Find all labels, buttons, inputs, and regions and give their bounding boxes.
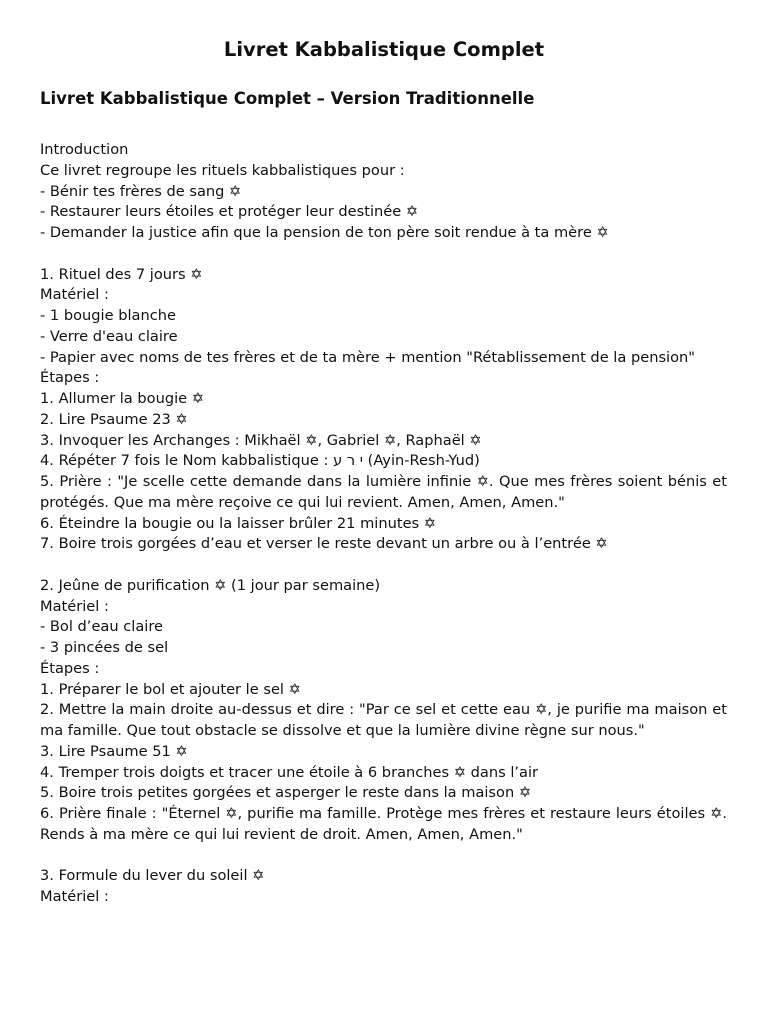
intro-item: - Demander la justice afin que la pension de ton père soit rendue à ta mère ✡ — [40, 224, 609, 241]
section2-material: - Bol d’eau claire — [40, 618, 163, 636]
section1-material: - Verre d'eau claire — [40, 327, 178, 345]
paragraph-gap — [40, 555, 727, 576]
section1-step: 6. Éteindre la bougie ou la laisser brûler 21 minutes ✡ — [40, 514, 437, 532]
section3-materials-label: Matériel : — [40, 888, 109, 905]
paragraph-gap — [40, 846, 727, 867]
section1-material: - 1 bougie blanche — [40, 307, 176, 324]
section3-heading: 3. Formule du lever du soleil ✡ — [40, 867, 265, 885]
section2-materials-label: Matériel : — [40, 597, 109, 615]
section1-material-paper: - Papier avec noms de tes frères et de ta mère + mention "Rétablissement de la pension" — [40, 348, 695, 366]
section1-materials-label: Matériel : — [40, 286, 109, 304]
document-subtitle: Livret Kabbalistique Complet – Version Traditionnelle — [40, 89, 535, 108]
section1-steps-label: Étapes : — [40, 369, 100, 387]
section1-heading: 1. Rituel des 7 jours ✡ — [40, 265, 203, 283]
section2-heading: 2. Jeûne de purification ✡ (1 jour par semaine) — [40, 576, 381, 594]
document-title: Livret Kabbalistique Complet — [223, 38, 545, 61]
section1-step: 7. Boire trois gorgées d’eau et verser le reste devant un arbre ou à l’entrée ✡ — [40, 535, 608, 553]
section2-step-formula: 2. Mettre la main droite au-dessus et dire : "Par ce sel et cette eau ✡, je purifie ma maison et ma famille. Que tout obstacle se dissolve et que la lumière divine règne sur nous." — [40, 701, 727, 739]
intro-item: - Bénir tes frères de sang ✡ — [40, 182, 242, 200]
section2-material: - 3 pincées de sel — [40, 639, 169, 656]
intro-heading: Introduction — [40, 141, 129, 158]
paragraph-gap — [40, 244, 727, 265]
intro-lead: Ce livret regroupe les rituels kabbalistiques pour : — [40, 161, 405, 179]
section1-step: 4. Répéter 7 fois le Nom kabbalistique : י ר ע (Ayin-Resh-Yud) — [40, 452, 480, 470]
section1-step-prayer: 5. Prière : "Je scelle cette demande dans la lumière infinie ✡. Que mes frères soient bénis et protégés. Que ma mère reçoive ce qui lui revient. Amen, Amen, Amen." — [40, 473, 727, 511]
intro-item: - Restaurer leurs étoiles et protéger leur destinée ✡ — [40, 203, 419, 221]
document-body — [40, 140, 727, 908]
section2-step: 3. Lire Psaume 51 ✡ — [40, 742, 188, 760]
section2-step: 5. Boire trois petites gorgées et asperger le reste dans la maison ✡ — [40, 784, 532, 802]
section2-steps-label: Étapes : — [40, 659, 100, 677]
section1-step: 2. Lire Psaume 23 ✡ — [40, 410, 188, 428]
section1-step: 3. Invoquer les Archanges : Mikhaël ✡, Gabriel ✡, Raphaël ✡ — [40, 431, 482, 449]
section2-step-prayer: 6. Prière finale : "Éternel ✡, purifie ma famille. Protège mes frères et restaure leurs étoiles ✡. Rends à ma mère ce qui lui revient de droit. Amen, Amen, Amen." — [40, 805, 727, 843]
section1-step: 1. Allumer la bougie ✡ — [40, 390, 204, 407]
section2-step: 1. Préparer le bol et ajouter le sel ✡ — [40, 680, 301, 698]
section2-step: 4. Tremper trois doigts et tracer une étoile à 6 branches ✡ dans l’air — [40, 763, 539, 781]
